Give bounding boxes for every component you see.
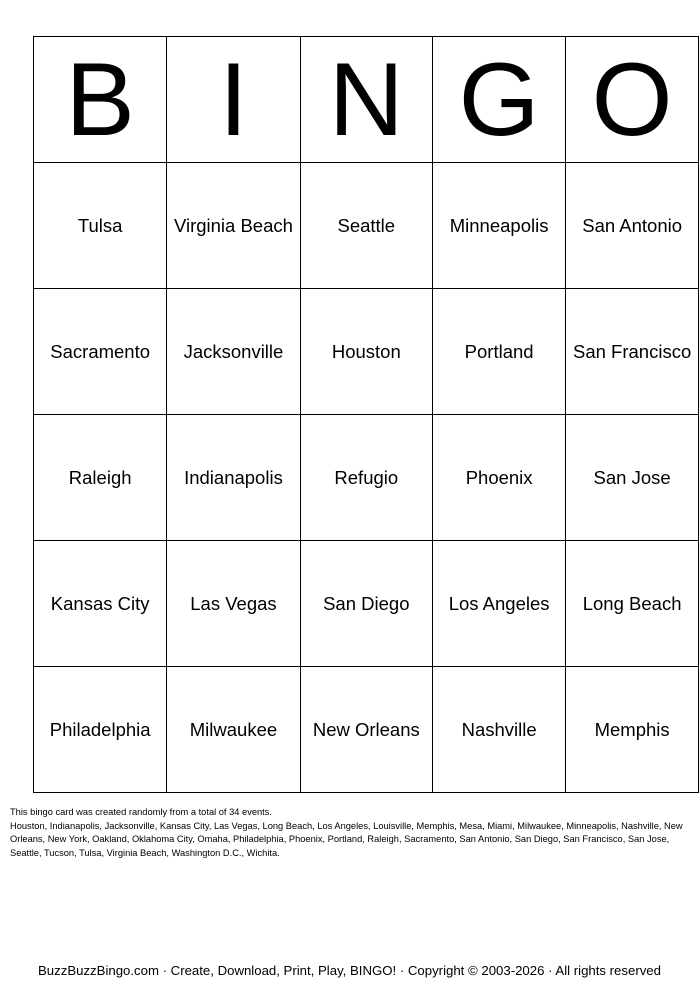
bingo-cell: Long Beach	[566, 541, 699, 667]
bingo-cell: Philadelphia	[34, 667, 167, 793]
bingo-card	[33, 36, 699, 793]
header-letter-b: B	[34, 37, 167, 163]
bingo-row	[34, 163, 699, 289]
header-letter-o: O	[566, 37, 699, 163]
bingo-cell: Virginia Beach	[167, 163, 300, 289]
footnote-intro: This bingo card was created randomly from a total of 34 events.	[10, 807, 272, 817]
header-letter-g: G	[433, 37, 566, 163]
header-letter-i: I	[167, 37, 300, 163]
bingo-cell: Jacksonville	[167, 289, 300, 415]
bingo-cell: Minneapolis	[433, 163, 566, 289]
bingo-cell: New Orleans	[300, 667, 432, 793]
bingo-row	[34, 289, 699, 415]
bingo-cell: San Antonio	[566, 163, 699, 289]
bingo-cell: Raleigh	[34, 415, 167, 541]
bingo-cell: Phoenix	[433, 415, 566, 541]
bingo-cell-center: Refugio	[300, 415, 432, 541]
bingo-cell: Seattle	[300, 163, 432, 289]
footnote-event-list: Houston, Indianapolis, Jacksonville, Kansas City, Las Vegas, Long Beach, Los Angeles, Louisville, Memphis, Mesa, Miami, Milwaukee, Minneapolis, Nashville, New Orleans, New York, Oakland, Oklahoma City, Omaha, Philadelphia, Phoenix, Portland, Raleigh, Sacramento, San Antonio, San Diego, San Francisco, San Jose, Seattle, Tucson, Tulsa, Virginia Beach, Washington D.C., Wichita.	[10, 820, 683, 858]
bingo-cell: San Diego	[300, 541, 432, 667]
bingo-cell: Milwaukee	[167, 667, 300, 793]
bingo-cell: Kansas City	[34, 541, 167, 667]
bingo-row	[34, 667, 699, 793]
bingo-header-row	[34, 37, 699, 163]
bingo-cell: Memphis	[566, 667, 699, 793]
bingo-cell: San Jose	[566, 415, 699, 541]
header-letter-n: N	[300, 37, 432, 163]
card-footnote	[10, 806, 686, 860]
bingo-cell: Portland	[433, 289, 566, 415]
bingo-cell: Las Vegas	[167, 541, 300, 667]
site-footer: BuzzBuzzBingo.com · Create, Download, Print, Play, BINGO! · Copyright © 2003-2026 · All rights reserved	[38, 963, 661, 978]
bingo-cell: Indianapolis	[167, 415, 300, 541]
bingo-cell: Houston	[300, 289, 432, 415]
bingo-cell: Los Angeles	[433, 541, 566, 667]
bingo-cell: Nashville	[433, 667, 566, 793]
bingo-cell: Sacramento	[34, 289, 167, 415]
bingo-cell: Tulsa	[34, 163, 167, 289]
bingo-cell: San Francisco	[566, 289, 699, 415]
bingo-row	[34, 541, 699, 667]
bingo-row	[34, 415, 699, 541]
